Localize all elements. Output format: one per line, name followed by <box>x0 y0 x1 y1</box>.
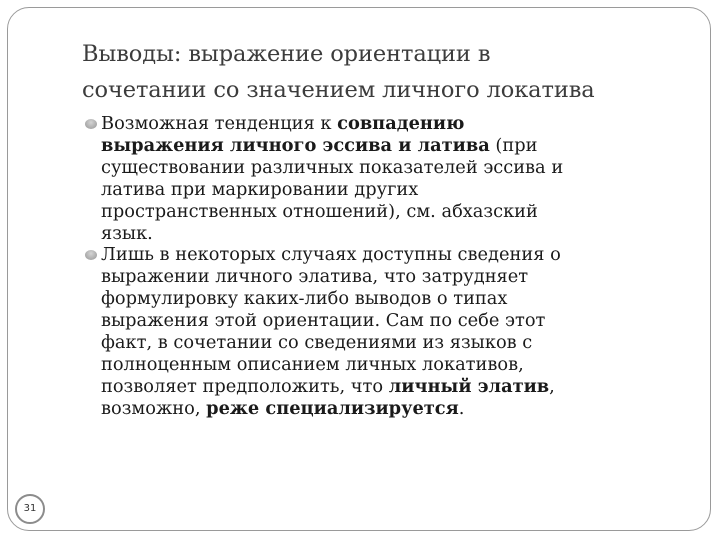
bullet-text-line <box>101 398 682 420</box>
text-run: позволяет предположить, что <box>101 375 389 397</box>
text-run: , <box>549 375 555 397</box>
bullet-text-line <box>101 310 682 332</box>
bullet-item <box>82 113 682 244</box>
title-line-1: Выводы: выражение ориентации в <box>82 41 491 67</box>
text-run: существовании различных показателей эссива и <box>101 156 564 178</box>
text-run: . <box>458 397 465 419</box>
text-run: выражения этой ориентации. Сам по себе этот <box>101 310 546 332</box>
bullet-list <box>82 113 682 420</box>
bullet-dot-icon <box>85 250 97 260</box>
title-line-2: сочетании со значением личного локатива <box>82 77 595 103</box>
bullet-text-line <box>101 376 682 398</box>
slide-title <box>82 36 692 108</box>
text-run: язык. <box>101 222 153 244</box>
bold-text: личный элатив <box>388 375 550 397</box>
text-run: Лишь в некоторых случаях доступны сведения о <box>101 244 561 266</box>
bullet-text-line <box>101 223 682 245</box>
bold-text: выражения личного эссива и латива <box>101 134 490 156</box>
bullet-item <box>82 244 682 419</box>
bold-text: совпадению <box>337 113 465 134</box>
bullet-text-line <box>101 113 682 135</box>
text-run: пространственных отношений), см. абхазский <box>101 200 538 222</box>
text-run: формулировку каких-либо выводов о типах <box>101 288 508 310</box>
text-run: факт, в сочетании со сведениями из языков с <box>101 332 533 354</box>
bullet-text-line <box>101 332 682 354</box>
bullet-text-line <box>101 135 682 157</box>
bullet-text-line <box>101 201 682 223</box>
page-number-badge: 31 <box>15 494 45 524</box>
bullet-text-line <box>101 288 682 310</box>
bullet-text-line <box>101 354 682 376</box>
text-run: латива при маркировании других <box>101 178 419 200</box>
bullet-dot-icon <box>85 119 97 129</box>
text-run: возможно, <box>101 397 207 419</box>
bullet-text-line <box>101 179 682 201</box>
text-run: выражении личного элатива, что затрудняет <box>101 266 529 288</box>
text-run: Возможная тенденция к <box>101 113 338 134</box>
text-run: (при <box>489 134 538 156</box>
bold-text: реже специализируется <box>206 397 459 419</box>
bullet-text-line <box>101 157 682 179</box>
text-run: полноценным описанием личных локативов, <box>101 353 524 375</box>
bullet-text-line <box>101 244 682 266</box>
bullet-text-line <box>101 266 682 288</box>
